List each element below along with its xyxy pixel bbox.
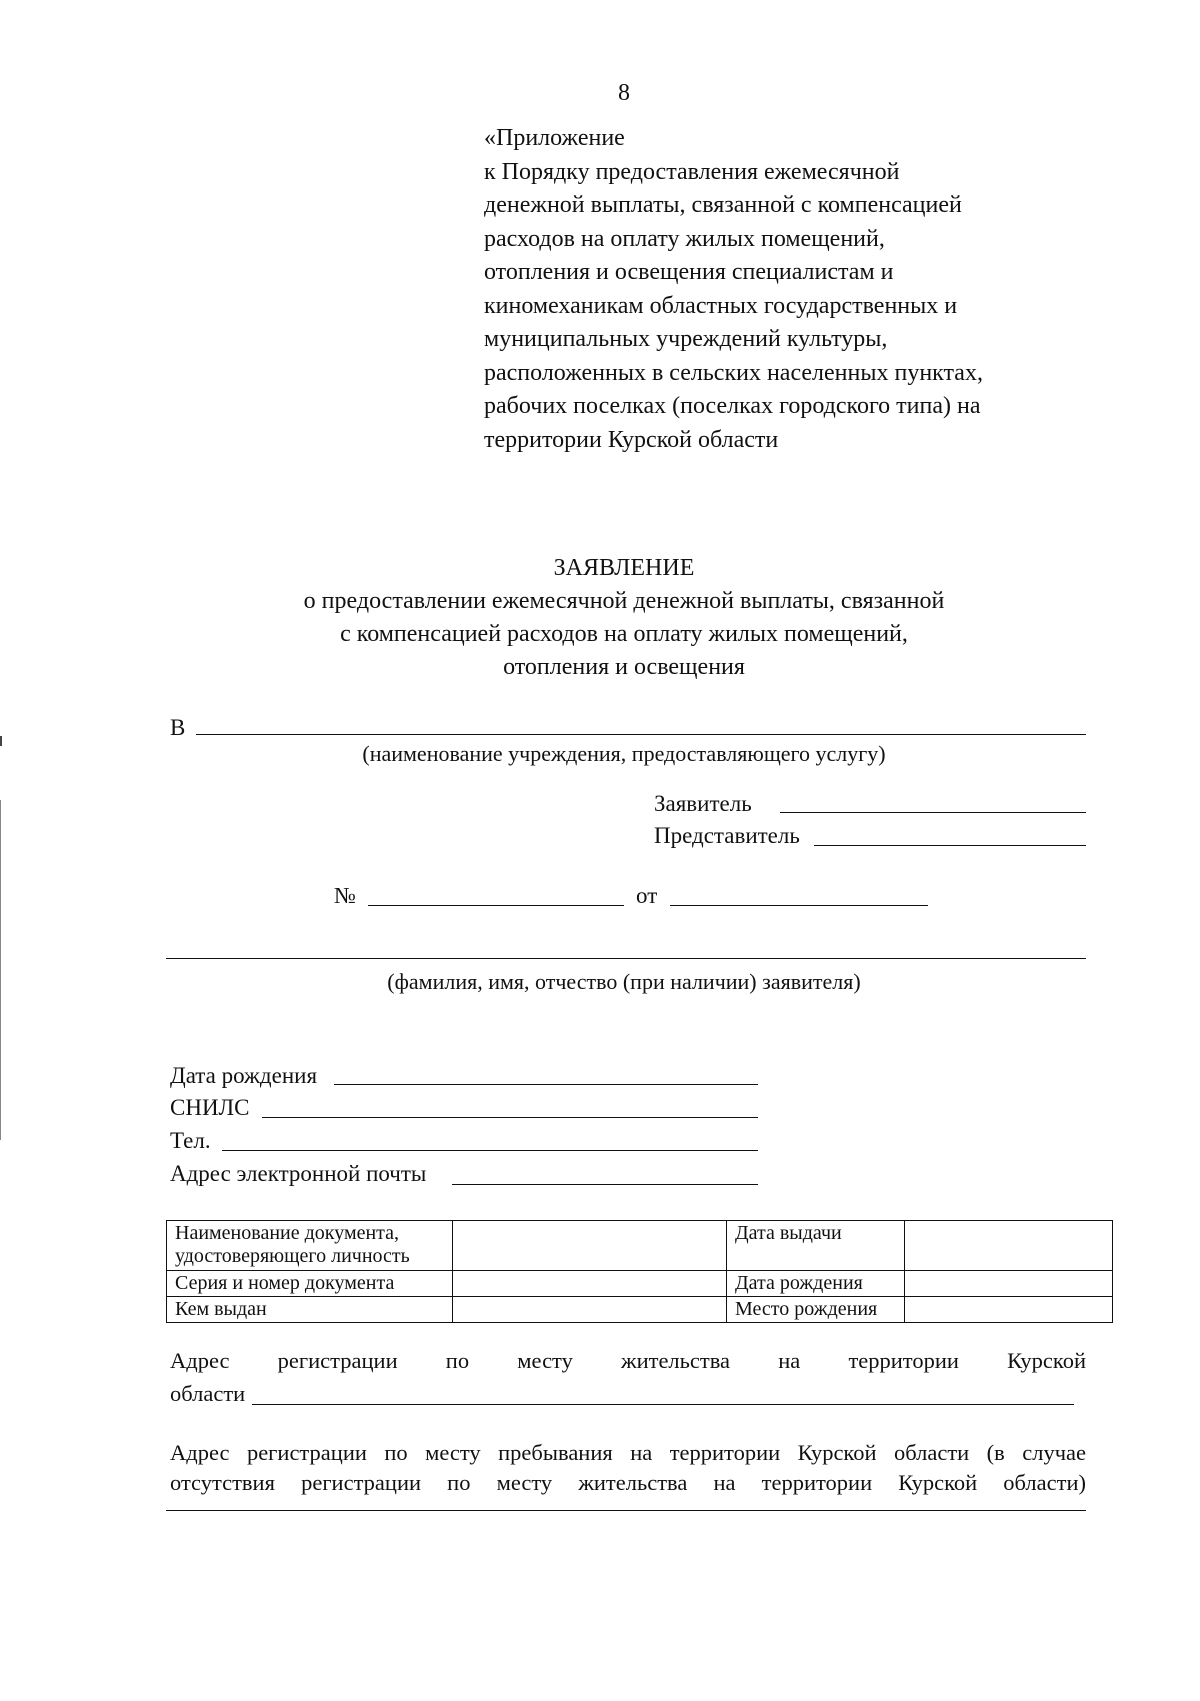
appendix-line: расположенных в сельских населенных пунктах, [484, 359, 983, 386]
appendix-line: отопления и освещения специалистам и [484, 259, 894, 285]
fio-caption: (фамилия, имя, отчество (при наличии) заявителя) [387, 969, 861, 994]
appendix-line: муниципальных учреждений культуры, [484, 326, 888, 352]
statement-title: ЗАЯВЛЕНИЕ [553, 555, 695, 581]
table-cell-label: Место рождения [727, 1297, 905, 1323]
phone-label: Тел. [170, 1128, 211, 1153]
date-field[interactable] [670, 905, 928, 906]
appendix-line: рабочих поселках (поселках городского типа) на [484, 393, 981, 419]
statement-subtitle-line: о предоставлении ежемесячной денежной выплаты, связанной [303, 588, 945, 614]
id-document-table [166, 1220, 1113, 1323]
representative-label: Представитель [654, 823, 800, 848]
birth-date-field[interactable] [334, 1084, 758, 1085]
representative-field[interactable] [814, 845, 1086, 846]
appendix-line: киномеханикам областных государственных и [484, 292, 958, 319]
table-cell-input[interactable] [453, 1297, 727, 1323]
table-row [167, 1271, 1113, 1297]
table-row [167, 1221, 1113, 1271]
institution-caption: (наименование учреждения, предоставляющего услугу) [362, 741, 886, 766]
table-cell-input[interactable] [905, 1271, 1113, 1297]
phone-field[interactable] [222, 1150, 758, 1151]
email-field[interactable] [452, 1184, 758, 1185]
page-number: 8 [618, 80, 630, 106]
stay-address-text-line1: Адрес регистрации по месту пребывания на территории Курской области (в случае [170, 1440, 1086, 1465]
appendix-line: денежной выплаты, связанной с компенсацией [484, 192, 962, 218]
residence-address-field[interactable] [252, 1404, 1074, 1405]
appendix-line: расходов на оплату жилых помещений, [484, 225, 885, 252]
to-prefix: В [170, 715, 186, 740]
statement-subtitle-line: с компенсацией расходов на оплату жилых помещений, [340, 621, 908, 647]
table-cell-input[interactable] [453, 1221, 727, 1271]
stay-address-text-line2: отсутствия регистрации по месту жительства на территории Курской области) [170, 1470, 1086, 1495]
birth-date-label: Дата рождения [170, 1063, 318, 1088]
table-cell-input[interactable] [905, 1221, 1113, 1271]
email-label: Адрес электронной почты [170, 1161, 427, 1186]
table-cell-label: Кем выдан [167, 1297, 453, 1323]
appendix-line: к Порядку предоставления ежемесячной [484, 158, 900, 185]
residence-address-prefix: области [170, 1381, 246, 1406]
applicant-field[interactable] [780, 812, 1086, 813]
statement-subtitle-line: отопления и освещения [503, 654, 745, 680]
table-cell-input[interactable] [905, 1297, 1113, 1323]
institution-field[interactable] [196, 734, 1086, 735]
statement-title-block [0, 552, 1200, 684]
scan-edge-mark [0, 736, 2, 746]
residence-address-text: Адрес регистрации по месту жительства на территории Курской [170, 1348, 1086, 1373]
table-cell-label: Дата выдачи [727, 1221, 905, 1271]
scan-edge-mark [0, 800, 1, 1140]
applicant-label: Заявитель [654, 791, 752, 816]
table-cell-label: Наименование документа, удостоверяющего личность [167, 1221, 453, 1271]
table-cell-label: Дата рождения [727, 1271, 905, 1297]
appendix-header [484, 122, 1104, 457]
table-cell-label: Серия и номер документа [167, 1271, 453, 1297]
number-field[interactable] [368, 905, 624, 906]
fio-field[interactable] [166, 958, 1086, 959]
appendix-line: территории Курской области [484, 426, 779, 453]
from-label: от [636, 883, 658, 908]
number-label: № [334, 883, 356, 908]
stay-address-field[interactable] [166, 1510, 1086, 1511]
snils-label: СНИЛС [170, 1095, 250, 1120]
appendix-line: «Приложение [484, 125, 625, 151]
table-row [167, 1297, 1113, 1323]
snils-field[interactable] [262, 1117, 758, 1118]
table-cell-input[interactable] [453, 1271, 727, 1297]
